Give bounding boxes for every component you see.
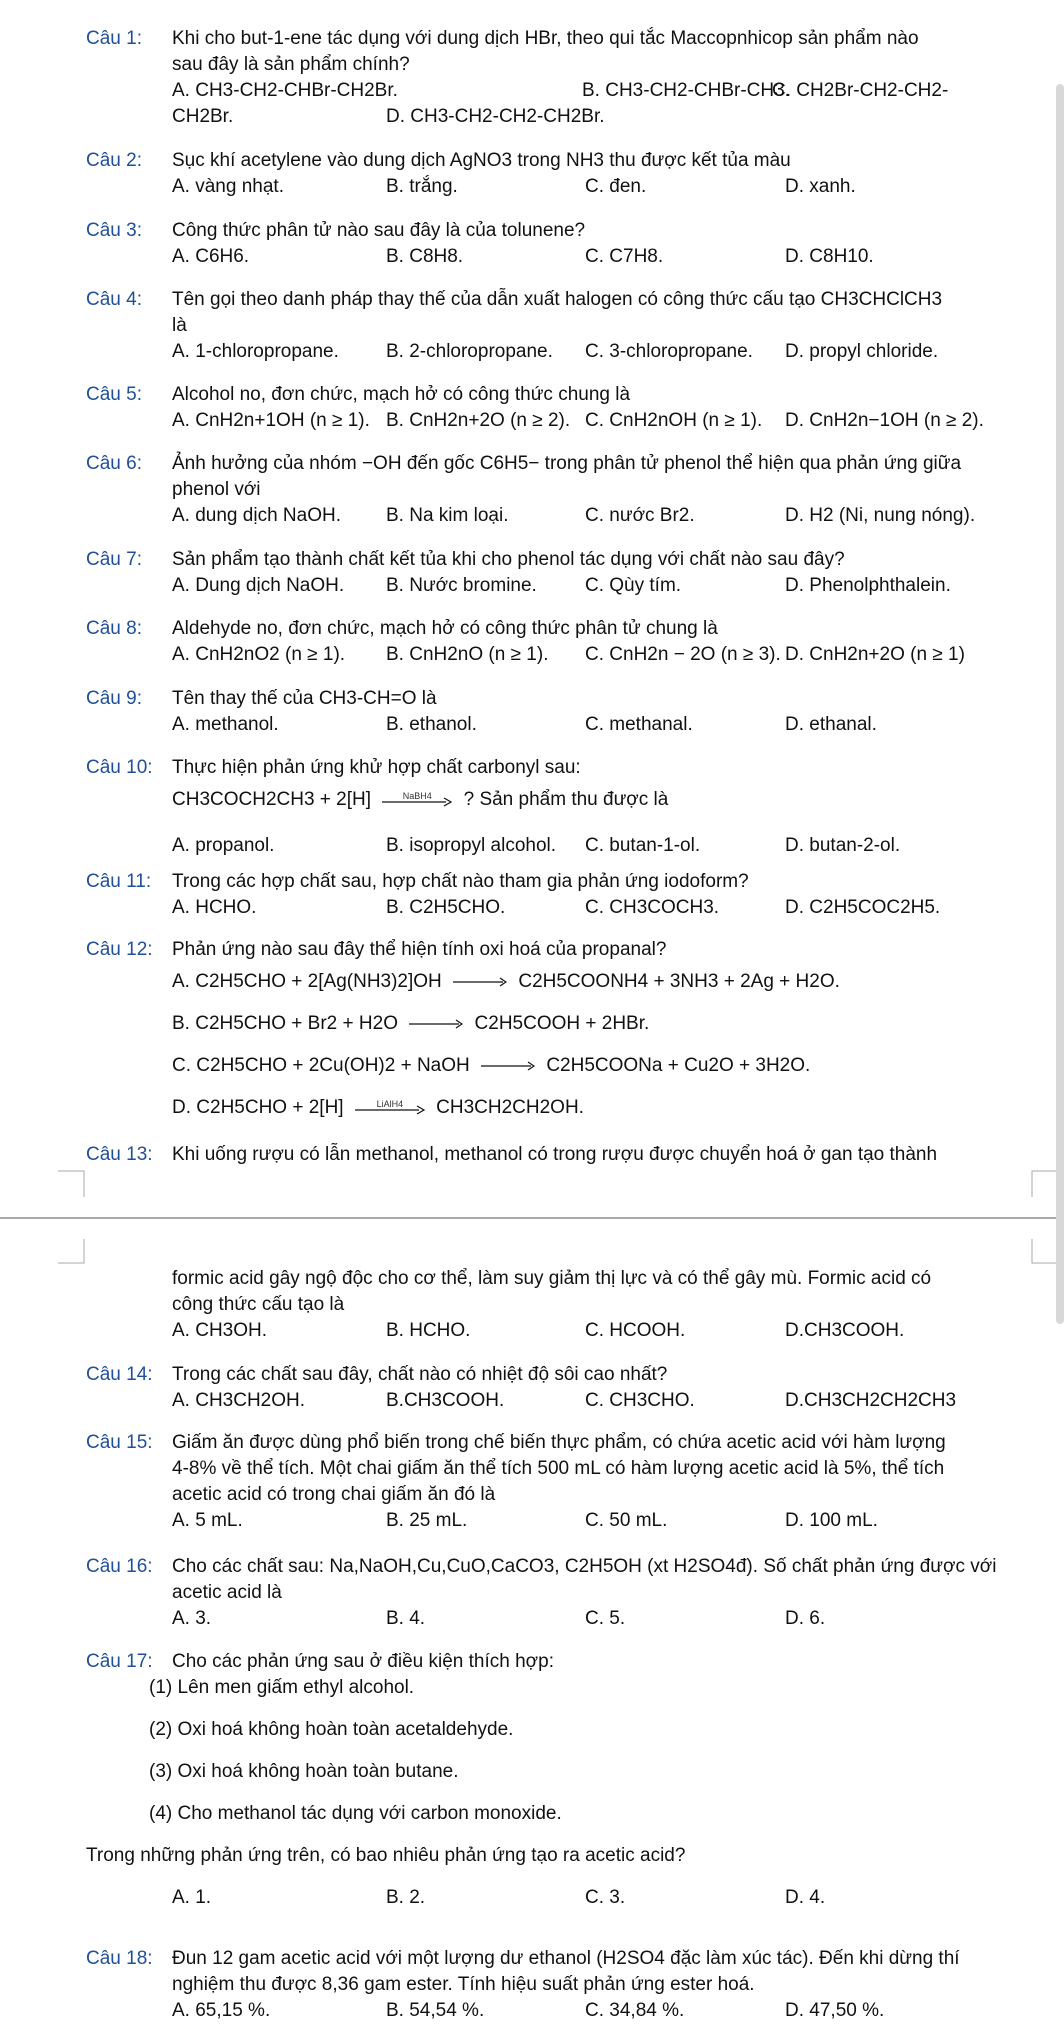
- option-b[interactable]: B. 4.: [386, 1608, 426, 1629]
- option-c[interactable]: C. 3-chloropropane.: [585, 341, 753, 362]
- equation: [172, 787, 1034, 813]
- option-a[interactable]: [172, 969, 1034, 995]
- question-stem: phenol với: [172, 479, 261, 500]
- equation-right: CH3CH2CH2OH.: [436, 1097, 584, 1118]
- option-b[interactable]: B. 25 mL.: [386, 1510, 468, 1531]
- option-c[interactable]: C. 34,84 %.: [585, 2000, 685, 2021]
- equation-left: B. C2H5CHO + Br2 + H2O: [172, 1013, 398, 1034]
- question-number: Câu 11:: [86, 871, 152, 892]
- option-a[interactable]: A. dung dịch NaOH.: [172, 505, 341, 526]
- question-1: [86, 26, 1034, 130]
- option-d[interactable]: D. CnH2n+2O (n ≥ 1): [785, 644, 965, 665]
- question-stem: Cho các chất sau: Na,NaOH,Cu,CuO,CaCO3, C2H5OH (xt H2SO4đ). Số chất phản ứng được với: [172, 1556, 997, 1577]
- option-d[interactable]: D. 6.: [785, 1608, 826, 1629]
- equation-right: C2H5COONH4 + 3NH3 + 2Ag + H2O.: [518, 971, 840, 992]
- option-c-cont: CH2Br.: [172, 106, 234, 127]
- question-stem: Khi cho but-1-ene tác dụng với dung dịch HBr, theo qui tắc Maccopnhicop sản phẩm nào: [172, 28, 919, 49]
- question-stem: formic acid gây ngộ độc cho cơ thể, làm suy giảm thị lực và có thể gây mù. Formic acid có: [172, 1268, 932, 1289]
- list-item: (1) Lên men giấm ethyl alcohol.: [149, 1677, 415, 1698]
- option-b[interactable]: B. isopropyl alcohol.: [386, 835, 557, 856]
- question-number: Câu 1:: [86, 28, 142, 49]
- option-c[interactable]: C. CnH2nOH (n ≥ 1).: [585, 410, 763, 431]
- option-d[interactable]: D. ethanal.: [785, 714, 877, 735]
- option-c[interactable]: C. đen.: [585, 176, 647, 197]
- question-stem: Khi uống rượu có lẫn methanol, methanol có trong rượu được chuyển hoá ở gan tạo thành: [172, 1144, 938, 1165]
- option-a[interactable]: A. CH3OH.: [172, 1320, 268, 1341]
- reaction-arrow-icon: [409, 1017, 463, 1031]
- option-a[interactable]: A. CnH2n+1OH (n ≥ 1).: [172, 410, 370, 431]
- option-d[interactable]: D. H2 (Ni, nung nóng).: [785, 505, 976, 526]
- question-5: [86, 382, 1034, 434]
- option-c[interactable]: C. 5.: [585, 1608, 626, 1629]
- option-d[interactable]: D. C8H10.: [785, 246, 874, 267]
- arrow-label: NaBH4: [402, 790, 432, 801]
- option-d[interactable]: [172, 1095, 1034, 1121]
- question-stem: Ảnh hưởng của nhóm −OH đến gốc C6H5− trong phân tử phenol thể hiện qua phản ứng giữa: [172, 453, 962, 474]
- question-8: [86, 616, 1034, 668]
- option-d[interactable]: D. xanh.: [785, 176, 856, 197]
- question-stem: acetic acid có trong chai giấm ăn đó là: [172, 1484, 496, 1505]
- equation-right: ? Sản phẩm thu được là: [463, 789, 669, 810]
- equation-left: CH3COCH2CH3 + 2[H]: [172, 789, 372, 810]
- question-6: [86, 451, 1034, 529]
- option-a[interactable]: A. 1-chloropropane.: [172, 341, 339, 362]
- question-stem: Thực hiện phản ứng khử hợp chất carbonyl sau:: [172, 757, 581, 778]
- option-c[interactable]: C. 3.: [585, 1887, 626, 1908]
- option-d[interactable]: D. propyl chloride.: [785, 341, 939, 362]
- option-c[interactable]: C. Qùy tím.: [585, 575, 682, 596]
- list-item: (4) Cho methanol tác dụng với carbon monoxide.: [149, 1803, 562, 1824]
- question-stem: Phản ứng nào sau đây thể hiện tính oxi hoá của propanal?: [172, 939, 667, 960]
- reaction-arrow-icon: [453, 975, 507, 989]
- option-b[interactable]: B. trắng.: [386, 176, 458, 197]
- question-number: Câu 4:: [86, 289, 142, 310]
- option-a[interactable]: A. 65,15 %.: [172, 2000, 271, 2021]
- question-number: Câu 16:: [86, 1556, 153, 1577]
- question-stem: Trong những phản ứng trên, có bao nhiêu phản ứng tạo ra acetic acid?: [86, 1845, 686, 1866]
- equation-right: C2H5COOH + 2HBr.: [474, 1013, 650, 1034]
- arrow-label: LiAlH4: [376, 1098, 404, 1109]
- option-a[interactable]: A. 3.: [172, 1608, 212, 1629]
- reaction-arrow-icon: [382, 790, 452, 807]
- option-b[interactable]: [172, 1011, 1034, 1037]
- question-13-continued: [86, 1266, 1034, 1344]
- question-stem: Tên gọi theo danh pháp thay thế của dẫn xuất halogen có công thức cấu tạo CH3CHClCH3: [172, 289, 943, 310]
- page-break: [0, 1163, 1064, 1269]
- equation-right: C2H5COONa + Cu2O + 3H2O.: [546, 1055, 811, 1076]
- question-number: Câu 12:: [86, 939, 153, 960]
- question-stem: công thức cấu tạo là: [172, 1294, 345, 1315]
- question-number: Câu 6:: [86, 453, 142, 474]
- question-stem: Sục khí acetylene vào dung dịch AgNO3 trong NH3 thu được kết tủa màu: [172, 150, 791, 171]
- option-d[interactable]: D. CnH2n−1OH (n ≥ 2).: [785, 410, 984, 431]
- question-number: Câu 15:: [86, 1432, 153, 1453]
- option-b[interactable]: B. CnH2nO (n ≥ 1).: [386, 644, 549, 665]
- option-c[interactable]: C. CH3CHO.: [585, 1390, 695, 1411]
- option-b[interactable]: B. CnH2n+2O (n ≥ 2).: [386, 410, 571, 431]
- question-stem: Aldehyde no, đơn chức, mạch hở có công thức phân tử chung là: [172, 618, 718, 639]
- option-a[interactable]: A. 5 mL.: [172, 1510, 243, 1531]
- question-2: [86, 148, 1034, 200]
- option-a[interactable]: A. propanol.: [172, 835, 275, 856]
- question-number: Câu 18:: [86, 1948, 153, 1969]
- question-stem: sau đây là sản phẩm chính?: [172, 54, 410, 75]
- option-c[interactable]: [172, 1053, 1034, 1079]
- option-a[interactable]: A. CH3CH2OH.: [172, 1390, 306, 1411]
- question-number: Câu 2:: [86, 150, 142, 171]
- question-number: Câu 14:: [86, 1364, 153, 1385]
- question-7: [86, 547, 1034, 599]
- question-stem: Alcohol no, đơn chức, mạch hở có công thức chung là: [172, 384, 631, 405]
- question-stem: Công thức phân tử nào sau đây là của tolunene?: [172, 220, 586, 241]
- option-b[interactable]: B. C8H8.: [386, 246, 464, 267]
- question-number: Câu 13:: [86, 1144, 153, 1165]
- reaction-arrow-icon: [481, 1059, 535, 1073]
- question-stem: Trong các hợp chất sau, hợp chất nào tham gia phản ứng iodoform?: [172, 871, 749, 892]
- option-b[interactable]: B. 2.: [386, 1887, 426, 1908]
- option-b[interactable]: B. HCHO.: [386, 1320, 471, 1341]
- question-stem: 4-8% về thể tích. Một chai giấm ăn thể tích 500 mL có hàm lượng acetic acid là 5%, thể tích: [172, 1458, 945, 1479]
- question-number: Câu 8:: [86, 618, 142, 639]
- option-b[interactable]: B. ethanol.: [386, 714, 477, 735]
- option-c[interactable]: C. HCOOH.: [585, 1320, 686, 1341]
- option-b[interactable]: B. 54,54 %.: [386, 2000, 485, 2021]
- option-c[interactable]: C. C7H8.: [585, 246, 664, 267]
- option-b[interactable]: B. Nước bromine.: [386, 575, 537, 596]
- question-stem: Đun 12 gam acetic acid với một lượng dư ethanol (H2SO4 đặc làm xúc tác). Đến khi dừng thí: [172, 1948, 960, 1969]
- reaction-arrow-icon: [355, 1098, 425, 1115]
- question-stem: Cho các phản ứng sau ở điều kiện thích hợp:: [172, 1651, 554, 1672]
- option-a[interactable]: A. Dung dịch NaOH.: [172, 575, 345, 596]
- option-d[interactable]: D. butan-2-ol.: [785, 835, 901, 856]
- option-a[interactable]: A. HCHO.: [172, 897, 257, 918]
- option-d[interactable]: D. 47,50 %.: [785, 2000, 885, 2021]
- question-stem: Sản phẩm tạo thành chất kết tủa khi cho phenol tác dụng với chất nào sau đây?: [172, 549, 845, 570]
- option-c[interactable]: C. butan-1-ol.: [585, 835, 701, 856]
- option-c[interactable]: C. CnH2n − 2O (n ≥ 3).: [585, 644, 781, 665]
- list-item: (3) Oxi hoá không hoàn toàn butane.: [149, 1761, 459, 1782]
- question-stem: Tên thay thế của CH3-CH=O là: [172, 688, 437, 709]
- question-stem: nghiệm thu được 8,36 gam ester. Tính hiệu suất phản ứng ester hoá.: [172, 1974, 755, 1995]
- option-b[interactable]: B. CH3-CH2-CHBr-CH3.: [582, 80, 790, 101]
- option-a[interactable]: A. 1.: [172, 1887, 212, 1908]
- option-c[interactable]: C. 50 mL.: [585, 1510, 668, 1531]
- question-number: Câu 9:: [86, 688, 142, 709]
- option-a[interactable]: A. vàng nhạt.: [172, 176, 284, 197]
- option-c[interactable]: C. nước Br2.: [585, 505, 695, 526]
- option-d[interactable]: D. 4.: [785, 1887, 826, 1908]
- question-16: [86, 1554, 1034, 1632]
- option-b[interactable]: B. Na kim loại.: [386, 505, 509, 526]
- question-17: [86, 1649, 1034, 1911]
- equation-left: C. C2H5CHO + 2Cu(OH)2 + NaOH: [172, 1055, 470, 1076]
- question-15: [86, 1430, 1034, 1534]
- option-d[interactable]: D. 100 mL.: [785, 1510, 878, 1531]
- option-a[interactable]: A. methanol.: [172, 714, 279, 735]
- question-12: [86, 937, 1034, 1121]
- question-number: Câu 10:: [86, 757, 153, 778]
- option-b[interactable]: B.CH3COOH.: [386, 1390, 505, 1411]
- question-stem: Trong các chất sau đây, chất nào có nhiệt độ sôi cao nhất?: [172, 1364, 668, 1385]
- question-10: [86, 755, 1034, 859]
- question-stem: acetic acid là: [172, 1582, 282, 1603]
- scrollbar[interactable]: [1056, 84, 1064, 1324]
- question-4: [86, 287, 1034, 365]
- option-d[interactable]: D.CH3COOH.: [785, 1320, 905, 1341]
- question-11: [86, 869, 1034, 921]
- option-c[interactable]: C. CH2Br-CH2-CH2-: [772, 80, 949, 101]
- question-18: [86, 1946, 1034, 2024]
- option-a[interactable]: A. CnH2nO2 (n ≥ 1).: [172, 644, 346, 665]
- question-9: [86, 686, 1034, 738]
- page-corner-marks: [0, 1163, 1064, 1269]
- question-stem: là: [172, 315, 187, 336]
- option-c[interactable]: C. methanal.: [585, 714, 693, 735]
- option-a[interactable]: A. CH3-CH2-CHBr-CH2Br.: [172, 80, 398, 101]
- option-c[interactable]: C. CH3COCH3.: [585, 897, 720, 918]
- option-a[interactable]: A. C6H6.: [172, 246, 250, 267]
- question-14: [86, 1362, 1034, 1414]
- question-number: Câu 7:: [86, 549, 142, 570]
- question-stem: Giấm ăn được dùng phổ biến trong chế biến thực phẩm, có chứa acetic acid với hàm lượng: [172, 1432, 946, 1453]
- question-3: [86, 218, 1034, 270]
- question-number: Câu 3:: [86, 220, 142, 241]
- question-number: Câu 5:: [86, 384, 142, 405]
- option-d[interactable]: D.CH3CH2CH2CH3: [785, 1390, 957, 1411]
- list-item: (2) Oxi hoá không hoàn toàn acetaldehyde.: [149, 1719, 514, 1740]
- option-b[interactable]: B. 2-chloropropane.: [386, 341, 553, 362]
- equation-left: D. C2H5CHO + 2[H]: [172, 1097, 344, 1118]
- option-d[interactable]: D. C2H5COC2H5.: [785, 897, 941, 918]
- equation-left: A. C2H5CHO + 2[Ag(NH3)2]OH: [172, 971, 442, 992]
- question-number: Câu 17:: [86, 1651, 153, 1672]
- option-b[interactable]: B. C2H5CHO.: [386, 897, 506, 918]
- option-d[interactable]: D. Phenolphthalein.: [785, 575, 951, 596]
- option-d[interactable]: D. CH3-CH2-CH2-CH2Br.: [386, 106, 605, 127]
